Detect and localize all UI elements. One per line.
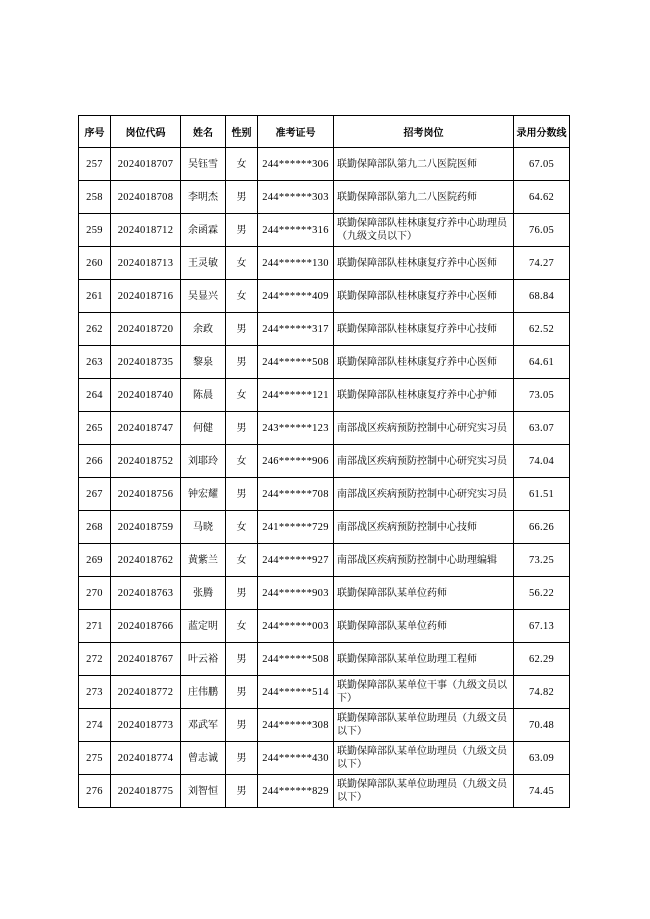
position-code-cell: 2024018712 bbox=[111, 214, 181, 247]
exam-number-cell: 244******308 bbox=[258, 709, 334, 742]
name-cell: 吴钰雪 bbox=[181, 148, 226, 181]
score-cell: 74.27 bbox=[514, 247, 570, 280]
seq-cell: 263 bbox=[79, 346, 111, 379]
seq-cell: 271 bbox=[79, 610, 111, 643]
seq-cell: 266 bbox=[79, 445, 111, 478]
table-row bbox=[79, 247, 570, 280]
name-cell: 刘智恒 bbox=[181, 775, 226, 808]
seq-cell: 260 bbox=[79, 247, 111, 280]
seq-cell: 273 bbox=[79, 676, 111, 709]
score-cell: 64.61 bbox=[514, 346, 570, 379]
gender-cell: 女 bbox=[226, 544, 258, 577]
score-cell: 67.13 bbox=[514, 610, 570, 643]
job-title-cell: 联勤保障部队桂林康复疗养中心技师 bbox=[334, 313, 514, 346]
name-cell: 陈晨 bbox=[181, 379, 226, 412]
gender-cell: 女 bbox=[226, 511, 258, 544]
position-code-cell: 2024018708 bbox=[111, 181, 181, 214]
position-code-cell: 2024018735 bbox=[111, 346, 181, 379]
gender-cell: 男 bbox=[226, 478, 258, 511]
table-row bbox=[79, 148, 570, 181]
score-cell: 76.05 bbox=[514, 214, 570, 247]
seq-cell: 268 bbox=[79, 511, 111, 544]
score-cell: 73.25 bbox=[514, 544, 570, 577]
name-cell: 李明杰 bbox=[181, 181, 226, 214]
score-cell: 62.52 bbox=[514, 313, 570, 346]
gender-cell: 女 bbox=[226, 445, 258, 478]
header-position-code: 岗位代码 bbox=[111, 116, 181, 148]
table-body bbox=[79, 148, 570, 808]
exam-number-cell: 244******430 bbox=[258, 742, 334, 775]
seq-cell: 272 bbox=[79, 643, 111, 676]
gender-cell: 男 bbox=[226, 775, 258, 808]
name-cell: 邓武军 bbox=[181, 709, 226, 742]
job-title-cell: 联勤保障部队某单位助理员（九级文员以下） bbox=[334, 742, 514, 775]
gender-cell: 男 bbox=[226, 346, 258, 379]
score-cell: 74.04 bbox=[514, 445, 570, 478]
score-cell: 56.22 bbox=[514, 577, 570, 610]
position-code-cell: 2024018763 bbox=[111, 577, 181, 610]
job-title-cell: 南部战区疾病预防控制中心研究实习员 bbox=[334, 478, 514, 511]
score-cell: 62.29 bbox=[514, 643, 570, 676]
name-cell: 钟宏耀 bbox=[181, 478, 226, 511]
position-code-cell: 2024018774 bbox=[111, 742, 181, 775]
seq-cell: 270 bbox=[79, 577, 111, 610]
name-cell: 曾志诚 bbox=[181, 742, 226, 775]
exam-number-cell: 244******317 bbox=[258, 313, 334, 346]
position-code-cell: 2024018707 bbox=[111, 148, 181, 181]
score-cell: 70.48 bbox=[514, 709, 570, 742]
score-cell: 64.62 bbox=[514, 181, 570, 214]
header-exam-number: 准考证号 bbox=[258, 116, 334, 148]
position-code-cell: 2024018713 bbox=[111, 247, 181, 280]
seq-cell: 276 bbox=[79, 775, 111, 808]
position-code-cell: 2024018752 bbox=[111, 445, 181, 478]
exam-number-cell: 244******316 bbox=[258, 214, 334, 247]
table-row bbox=[79, 412, 570, 445]
exam-number-cell: 244******121 bbox=[258, 379, 334, 412]
gender-cell: 女 bbox=[226, 247, 258, 280]
job-title-cell: 南部战区疾病预防控制中心技师 bbox=[334, 511, 514, 544]
seq-cell: 257 bbox=[79, 148, 111, 181]
table-row bbox=[79, 676, 570, 709]
job-title-cell: 南部战区疾病预防控制中心助理编辑 bbox=[334, 544, 514, 577]
score-cell: 74.82 bbox=[514, 676, 570, 709]
seq-cell: 269 bbox=[79, 544, 111, 577]
job-title-cell: 联勤保障部队桂林康复疗养中心医师 bbox=[334, 280, 514, 313]
job-title-cell: 南部战区疾病预防控制中心研究实习员 bbox=[334, 445, 514, 478]
gender-cell: 女 bbox=[226, 610, 258, 643]
name-cell: 吴显兴 bbox=[181, 280, 226, 313]
job-title-cell: 联勤保障部队桂林康复疗养中心医师 bbox=[334, 346, 514, 379]
header-row bbox=[79, 116, 570, 148]
table-row bbox=[79, 511, 570, 544]
exam-number-cell: 241******729 bbox=[258, 511, 334, 544]
name-cell: 黄紫兰 bbox=[181, 544, 226, 577]
table-row bbox=[79, 445, 570, 478]
position-code-cell: 2024018773 bbox=[111, 709, 181, 742]
name-cell: 王灵敏 bbox=[181, 247, 226, 280]
header-job-title: 招考岗位 bbox=[334, 116, 514, 148]
gender-cell: 男 bbox=[226, 709, 258, 742]
exam-number-cell: 244******003 bbox=[258, 610, 334, 643]
name-cell: 张腾 bbox=[181, 577, 226, 610]
score-cell: 61.51 bbox=[514, 478, 570, 511]
exam-number-cell: 244******903 bbox=[258, 577, 334, 610]
header-seq: 序号 bbox=[79, 116, 111, 148]
name-cell: 叶云裕 bbox=[181, 643, 226, 676]
header-name: 姓名 bbox=[181, 116, 226, 148]
seq-cell: 267 bbox=[79, 478, 111, 511]
position-code-cell: 2024018720 bbox=[111, 313, 181, 346]
exam-number-cell: 244******829 bbox=[258, 775, 334, 808]
exam-number-cell: 243******123 bbox=[258, 412, 334, 445]
score-cell: 74.45 bbox=[514, 775, 570, 808]
name-cell: 马晓 bbox=[181, 511, 226, 544]
score-cell: 63.07 bbox=[514, 412, 570, 445]
seq-cell: 259 bbox=[79, 214, 111, 247]
position-code-cell: 2024018759 bbox=[111, 511, 181, 544]
exam-number-cell: 246******906 bbox=[258, 445, 334, 478]
seq-cell: 258 bbox=[79, 181, 111, 214]
exam-number-cell: 244******708 bbox=[258, 478, 334, 511]
name-cell: 刘耶玲 bbox=[181, 445, 226, 478]
name-cell: 何健 bbox=[181, 412, 226, 445]
table-row bbox=[79, 379, 570, 412]
exam-number-cell: 244******514 bbox=[258, 676, 334, 709]
table-row bbox=[79, 544, 570, 577]
position-code-cell: 2024018767 bbox=[111, 643, 181, 676]
gender-cell: 男 bbox=[226, 742, 258, 775]
position-code-cell: 2024018772 bbox=[111, 676, 181, 709]
exam-number-cell: 244******409 bbox=[258, 280, 334, 313]
seq-cell: 264 bbox=[79, 379, 111, 412]
exam-number-cell: 244******508 bbox=[258, 643, 334, 676]
position-code-cell: 2024018766 bbox=[111, 610, 181, 643]
name-cell: 余政 bbox=[181, 313, 226, 346]
table-row bbox=[79, 577, 570, 610]
job-title-cell: 联勤保障部队桂林康复疗养中心护师 bbox=[334, 379, 514, 412]
job-title-cell: 联勤保障部队某单位干事（九级文员以下） bbox=[334, 676, 514, 709]
gender-cell: 男 bbox=[226, 676, 258, 709]
gender-cell: 男 bbox=[226, 643, 258, 676]
job-title-cell: 联勤保障部队第九二八医院药师 bbox=[334, 181, 514, 214]
position-code-cell: 2024018762 bbox=[111, 544, 181, 577]
table-row bbox=[79, 313, 570, 346]
score-cell: 68.84 bbox=[514, 280, 570, 313]
gender-cell: 女 bbox=[226, 280, 258, 313]
position-code-cell: 2024018775 bbox=[111, 775, 181, 808]
gender-cell: 男 bbox=[226, 577, 258, 610]
table-row bbox=[79, 742, 570, 775]
table-row bbox=[79, 346, 570, 379]
table-row bbox=[79, 181, 570, 214]
score-cell: 63.09 bbox=[514, 742, 570, 775]
exam-number-cell: 244******303 bbox=[258, 181, 334, 214]
header-gender: 性别 bbox=[226, 116, 258, 148]
position-code-cell: 2024018756 bbox=[111, 478, 181, 511]
position-code-cell: 2024018747 bbox=[111, 412, 181, 445]
seq-cell: 265 bbox=[79, 412, 111, 445]
gender-cell: 男 bbox=[226, 313, 258, 346]
position-code-cell: 2024018740 bbox=[111, 379, 181, 412]
exam-number-cell: 244******927 bbox=[258, 544, 334, 577]
gender-cell: 男 bbox=[226, 181, 258, 214]
seq-cell: 261 bbox=[79, 280, 111, 313]
job-title-cell: 联勤保障部队桂林康复疗养中心医师 bbox=[334, 247, 514, 280]
header-score: 录用分数线 bbox=[514, 116, 570, 148]
score-cell: 66.26 bbox=[514, 511, 570, 544]
score-cell: 73.05 bbox=[514, 379, 570, 412]
seq-cell: 275 bbox=[79, 742, 111, 775]
exam-number-cell: 244******130 bbox=[258, 247, 334, 280]
exam-number-cell: 244******508 bbox=[258, 346, 334, 379]
seq-cell: 262 bbox=[79, 313, 111, 346]
gender-cell: 女 bbox=[226, 148, 258, 181]
job-title-cell: 联勤保障部队第九二八医院医师 bbox=[334, 148, 514, 181]
table-row bbox=[79, 775, 570, 808]
table-row bbox=[79, 214, 570, 247]
job-title-cell: 南部战区疾病预防控制中心研究实习员 bbox=[334, 412, 514, 445]
table-row bbox=[79, 709, 570, 742]
table-row bbox=[79, 610, 570, 643]
gender-cell: 女 bbox=[226, 379, 258, 412]
score-cell: 67.05 bbox=[514, 148, 570, 181]
job-title-cell: 联勤保障部队某单位助理工程师 bbox=[334, 643, 514, 676]
gender-cell: 男 bbox=[226, 412, 258, 445]
name-cell: 蓝定明 bbox=[181, 610, 226, 643]
job-title-cell: 联勤保障部队某单位助理员（九级文员以下） bbox=[334, 709, 514, 742]
exam-number-cell: 244******306 bbox=[258, 148, 334, 181]
name-cell: 余函霖 bbox=[181, 214, 226, 247]
seq-cell: 274 bbox=[79, 709, 111, 742]
table-row bbox=[79, 643, 570, 676]
job-title-cell: 联勤保障部队某单位药师 bbox=[334, 610, 514, 643]
job-title-cell: 联勤保障部队桂林康复疗养中心助理员（九级文员以下） bbox=[334, 214, 514, 247]
table-row bbox=[79, 478, 570, 511]
table-row bbox=[79, 280, 570, 313]
name-cell: 庄伟鹏 bbox=[181, 676, 226, 709]
score-table bbox=[78, 115, 570, 808]
job-title-cell: 联勤保障部队某单位助理员（九级文员以下） bbox=[334, 775, 514, 808]
job-title-cell: 联勤保障部队某单位药师 bbox=[334, 577, 514, 610]
position-code-cell: 2024018716 bbox=[111, 280, 181, 313]
gender-cell: 男 bbox=[226, 214, 258, 247]
name-cell: 黎泉 bbox=[181, 346, 226, 379]
table-header bbox=[79, 116, 570, 148]
